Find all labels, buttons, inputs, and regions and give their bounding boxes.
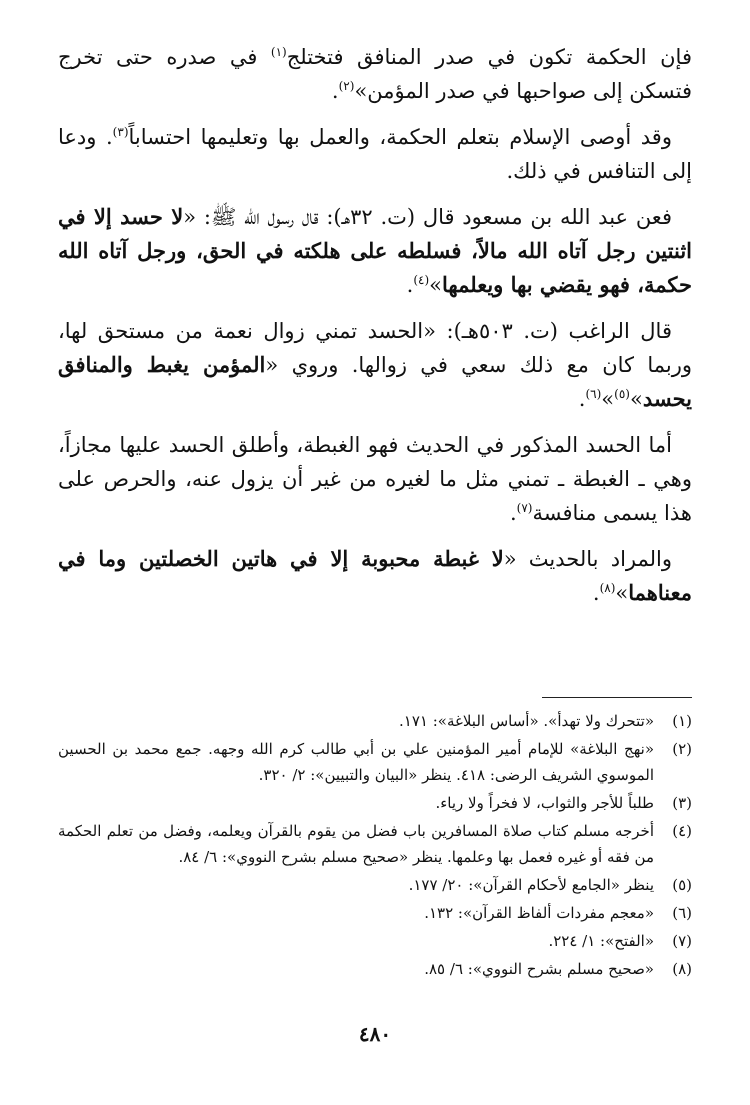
p1-text-b: في صدره حتى تخرج فتسكن إلى صواحبها في صدر المؤمن»	[58, 45, 692, 103]
footnote-ref-6[interactable]: (٦)	[585, 387, 602, 401]
footnote	[58, 928, 692, 954]
footnote-divider	[542, 697, 692, 698]
footnote-text: «الفتح»: ١/ ٢٢٤.	[548, 932, 654, 950]
p1-text-a: فإن الحكمة تكون في صدر المنافق فتختلج	[286, 45, 692, 69]
p4-text-d: »	[601, 387, 615, 411]
paragraph-1	[58, 40, 692, 108]
p6-text-a: والمراد بالحديث «	[503, 547, 673, 571]
paragraph-2	[58, 120, 692, 188]
paragraph-6	[58, 542, 692, 610]
paragraph-4	[58, 314, 692, 416]
footnote-text: طلباً للأجر والثواب، لا فخراً ولا رياء.	[435, 794, 654, 812]
footnote	[58, 872, 692, 898]
footnote-ref-2[interactable]: (٢)	[338, 79, 355, 93]
footnote-ref-1[interactable]: (١)	[270, 45, 287, 59]
footnote-ref-8[interactable]: (٨)	[599, 581, 616, 595]
footnote-ref-7[interactable]: (٧)	[516, 501, 533, 515]
footnote-text: أخرجه مسلم كتاب صلاة المسافرين باب فضل من يقوم بالقرآن ويعلمه، وفضل من تعلم الحكمة من فقه أو غيره فعمل بها وعلمها. ينظر «صحيح مسلم بشرح النووي»: ٦/ ٨٤.	[58, 822, 654, 866]
footnotes	[58, 708, 692, 984]
p3-text-c: »	[429, 273, 443, 297]
p3-text-d: .	[406, 273, 414, 297]
footnote	[58, 956, 692, 982]
paragraph-5	[58, 428, 692, 530]
footnote-ref-5[interactable]: (٥)	[614, 387, 630, 401]
hadith-quote-3: لا غبطة محبوبة إلا في هاتين الخصلتين وما في معناهما	[58, 546, 692, 605]
p2-text-b: . ودعا إلى التنافس في ذلك.	[58, 125, 692, 183]
footnote-ref-4[interactable]: (٤)	[413, 273, 430, 287]
footnote-number: (٥)	[672, 876, 692, 894]
footnote-number: (٧)	[672, 932, 692, 950]
footnote	[58, 736, 692, 788]
p4-text-e: .	[578, 387, 586, 411]
paragraph-3	[58, 200, 692, 302]
p2-text-a: وقد أوصى الإسلام بتعلم الحكمة، والعمل بها وتعليمها احتساباً	[128, 125, 672, 149]
p6-text-d: .	[592, 581, 600, 605]
footnote	[58, 818, 692, 870]
main-text	[58, 40, 692, 622]
footnote-number: (٢)	[672, 740, 692, 758]
footnote-number: (٣)	[672, 794, 692, 812]
footnote-text: «صحيح مسلم بشرح النووي»: ٦/ ٨٥.	[424, 960, 654, 978]
p6-text-c: »	[615, 581, 629, 605]
hadith-quote-2: المؤمن يغبط والمنافق يحسد	[58, 352, 692, 411]
p5-text-b: .	[509, 501, 517, 525]
page-number: ٤٨٠	[358, 1022, 392, 1046]
footnote-number: (٤)	[672, 822, 692, 840]
footnote-number: (١)	[672, 712, 692, 730]
footnote	[58, 790, 692, 816]
footnote-number: (٦)	[672, 904, 692, 922]
footnote-number: (٨)	[672, 960, 692, 978]
footnote	[58, 708, 692, 734]
footnote-text: «معجم مفردات ألفاظ القرآن»: ١٣٢.	[424, 904, 654, 922]
p3-text-a: فعن عبد الله بن مسعود قال (ت. ٣٢هـ): قال رسول الله ﷺ: «	[183, 205, 672, 229]
footnote-text: «تتحرك ولا تهدأ». «أساس البلاغة»: ١٧١.	[399, 712, 654, 730]
footnote-ref-3[interactable]: (٣)	[112, 125, 129, 139]
p4-text-c: »	[629, 387, 643, 411]
p4-text-a: قال الراغب (ت. ٥٠٣هـ): «الحسد تمني زوال نعمة من مستحق لها، وربما كان مع ذلك سعي في زوالها. وروي «	[58, 319, 692, 377]
p1-text-c: .	[331, 79, 339, 103]
hadith-quote-1: لا حسد إلا في اثنتين رجل آتاه الله مالاً، فسلطه على هلكته في الحق، ورجل آتاه الله حكمة، فهو يقضي بها ويعلمها	[58, 204, 692, 297]
footnote-text: «نهج البلاغة» للإمام أمير المؤمنين علي بن أبي طالب كرم الله وجهه. جمع محمد بن الحسين الموسوي الشريف الرضى: ٤١٨. ينظر «البيان والتبيين»: ٢/ ٣٢٠.	[58, 740, 654, 784]
footnote-text: ينظر «الجامع لأحكام القرآن»: ٢٠/ ١٧٧.	[408, 876, 654, 894]
footnote	[58, 900, 692, 926]
p5-text-a: أما الحسد المذكور في الحديث فهو الغبطة، وأطلق الحسد عليها مجازاً، وهي ـ الغبطة ـ تمني مثل ما لغيره من غير أن يزول عنه، والحرص على هذا يسمى منافسة	[58, 433, 692, 525]
